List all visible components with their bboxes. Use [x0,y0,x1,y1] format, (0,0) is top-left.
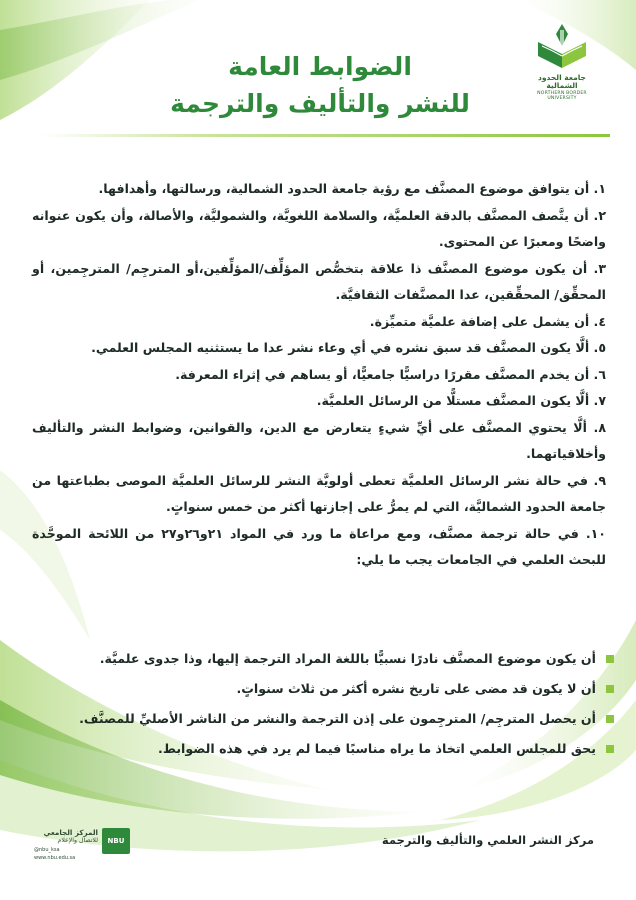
green-square-bullet-icon [606,685,614,693]
condition-text: أن يكون موضوع المصنَّف نادرًا نسبيًّا باللغة المراد الترجمة إليها، وذا جدوى علميَّة. [99,651,596,666]
condition-item [24,644,614,674]
regulation-item: ٨. ألَّا يحتوي المصنَّف على أيِّ شيءٍ يتعارض مع الدين، والقوانين، وضوابط النشر والتأليف وأخلاقياتهما. [32,419,606,461]
condition-item [24,734,614,764]
title-underline [40,134,610,137]
regulation-item: ١٠. في حالة ترجمة مصنَّف، ومع مراعاة ما ورد في المواد ٢١و٢٦و٢٧ من اللائحة الموحَّدة للبحث العلمي في الجامعات يجب ما يلي: [32,525,606,567]
condition-item [24,674,614,704]
media-center-logo [34,826,174,866]
website-url: www.nbu.edu.sa [34,855,76,861]
regulation-item: ٩. في حالة نشر الرسائل العلميَّة تعطى أولويَّة النشر للرسائل العلميَّة الموصى بطباعتها من جامعة الحدود الشماليَّة، التي لم يمرُّ على إجازتها أكثر من خمس سنواتٍ. [32,472,606,514]
condition-text: أن يحصل المترجِم/ المترجِمون على إذن الترجمة والنشر من الناشر الأصليِّ للمصنَّف. [79,711,596,726]
nbu-badge: NBU [102,828,130,854]
green-square-bullet-icon [606,745,614,753]
page-title-line-2: للنشر والتأليف والترجمة [170,89,470,118]
university-logo [522,20,602,106]
condition-item [24,704,614,734]
media-center-name-line-2: للاتصال والإعلام [57,837,98,844]
regulations-list [32,176,606,574]
regulation-item: ٥. ألَّا يكون المصنَّف قد سبق نشره في أي وعاء نشر عدا ما يستثنيه المجلس العلمي. [91,340,606,355]
regulation-item: ٦. أن يخدم المصنَّف مقررًا دراسيًّا جامعيًّا، أو يساهم في إثراء المعرفة. [175,366,606,382]
regulation-item: ٣. أن يكون موضوع المصنَّف ذا علاقة بتخصُّص المؤلِّف/المؤلِّفين،أو المترجِم/ المترجِمين، أو المحقِّق/ المحقِّقين، عدا المصنَّفات الثقافيَّة. [32,260,606,302]
green-square-bullet-icon [606,655,614,663]
nbu-book-logo-icon [532,20,592,72]
regulation-item: ١. أن يتوافق موضوع المصنَّف مع رؤية جامعة الحدود الشمالية، ورسالتها، وأهدافها. [98,181,606,196]
translation-conditions-list [24,644,614,764]
social-handles: @nbu_ksa [34,847,60,853]
regulation-item: ٤. أن يشمل على إضافة علميَّة متميِّزة. [369,313,606,329]
regulation-item: ٢. أن يتَّصف المصنَّف بالدقة العلميَّة، والسلامة اللغويَّة، والشموليَّة، والأصالة، وأن يكون عنوانه واضحًا ومعبرًا عن المحتوى. [32,207,606,249]
university-name-ar: جامعة الحدود الشمالية [538,73,586,91]
page-title-line-1: الضوابط العامة [228,52,412,81]
green-square-bullet-icon [606,715,614,723]
condition-text: أن لا يكون قد مضى على تاريخ نشره أكثر من ثلاث سنواتٍ. [236,681,596,696]
university-name-en: NORTHERN BORDER UNIVERSITY [537,90,587,101]
publishing-center-name: مركز النشر العلمي والتأليف والترجمة [381,833,594,847]
regulation-item: ٧. ألَّا يكون المصنَّف مستلًّا من الرسائل العلميَّة. [316,393,606,408]
media-center-name-line-1: المركز الجامعي [43,828,98,837]
condition-text: يحق للمجلس العلمي اتخاذ ما يراه مناسبًا فيما لم يرد في هذه الضوابط. [158,741,596,756]
